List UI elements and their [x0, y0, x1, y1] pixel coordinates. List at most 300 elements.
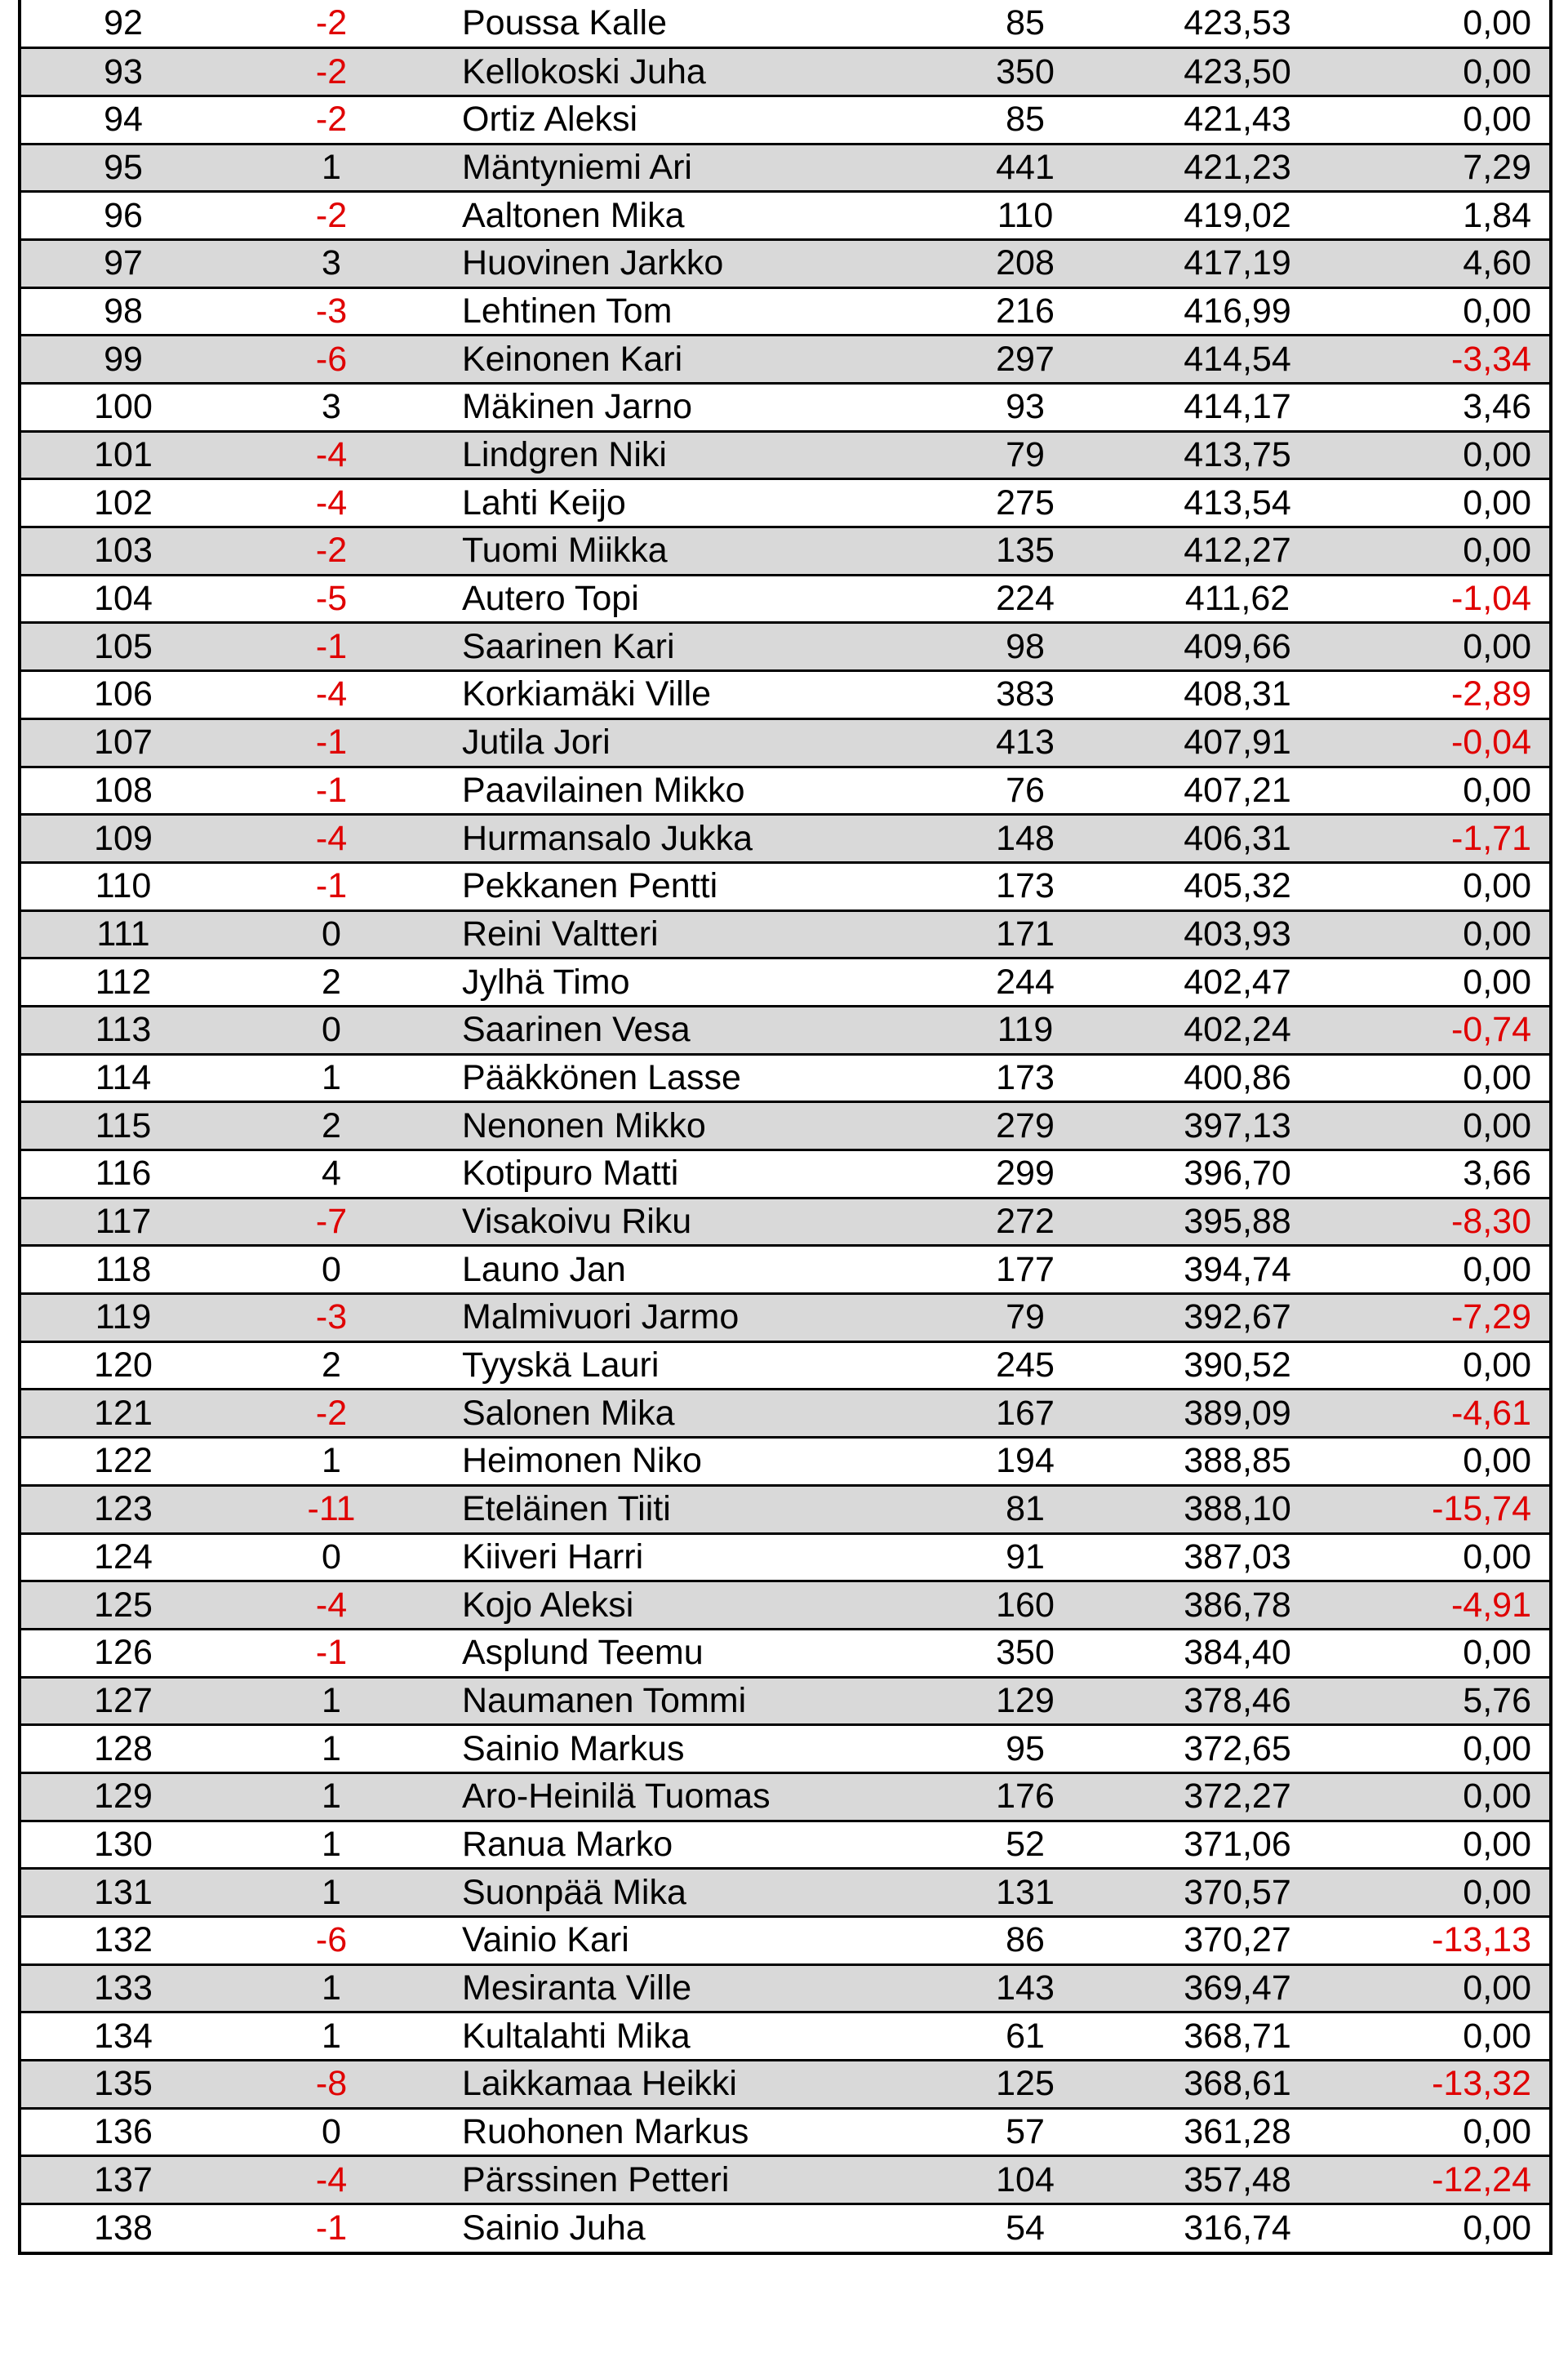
rank-cell: 136: [21, 2108, 225, 2156]
count-cell: 441: [935, 144, 1115, 192]
change-cell: 2: [225, 1341, 438, 1390]
name-cell: Eteläinen Tiiti: [438, 1485, 935, 1533]
rank-cell: 126: [21, 1629, 225, 1677]
name-cell: Jylhä Timo: [438, 958, 935, 1007]
score-cell: 370,27: [1115, 1917, 1360, 1965]
score-cell: 388,85: [1115, 1438, 1360, 1486]
diff-cell: 0,00: [1360, 623, 1549, 671]
diff-cell: 0,00: [1360, 431, 1549, 479]
name-cell: Paavilainen Mikko: [438, 767, 935, 815]
change-cell: 1: [225, 1964, 438, 2012]
rank-cell: 98: [21, 287, 225, 336]
diff-cell: 0,00: [1360, 1054, 1549, 1102]
count-cell: 299: [935, 1150, 1115, 1199]
diff-cell: 3,46: [1360, 384, 1549, 432]
table-row: [21, 767, 1549, 815]
table-row: [21, 1006, 1549, 1054]
name-cell: Nenonen Mikko: [438, 1102, 935, 1150]
rank-cell: 133: [21, 1964, 225, 2012]
diff-cell: 0,00: [1360, 1533, 1549, 1581]
table-row: [21, 623, 1549, 671]
name-cell: Salonen Mika: [438, 1390, 935, 1438]
score-cell: 370,57: [1115, 1869, 1360, 1917]
score-cell: 372,27: [1115, 1772, 1360, 1821]
rank-cell: 109: [21, 815, 225, 863]
change-cell: 3: [225, 384, 438, 432]
name-cell: Ruohonen Markus: [438, 2108, 935, 2156]
change-cell: -3: [225, 287, 438, 336]
change-cell: -2: [225, 96, 438, 144]
table-row: [21, 1581, 1549, 1630]
change-cell: 1: [225, 1438, 438, 1486]
count-cell: 85: [935, 96, 1115, 144]
change-cell: -2: [225, 48, 438, 96]
count-cell: 167: [935, 1390, 1115, 1438]
score-cell: 413,75: [1115, 431, 1360, 479]
score-cell: 386,78: [1115, 1581, 1360, 1630]
change-cell: -2: [225, 192, 438, 240]
rank-cell: 103: [21, 527, 225, 576]
count-cell: 413: [935, 718, 1115, 767]
diff-cell: 7,29: [1360, 144, 1549, 192]
diff-cell: -3,34: [1360, 336, 1549, 384]
diff-cell: -0,04: [1360, 718, 1549, 767]
change-cell: -4: [225, 431, 438, 479]
rank-cell: 101: [21, 431, 225, 479]
diff-cell: 0,00: [1360, 96, 1549, 144]
diff-cell: 0,00: [1360, 1341, 1549, 1390]
count-cell: 171: [935, 910, 1115, 958]
count-cell: 245: [935, 1341, 1115, 1390]
name-cell: Laikkamaa Heikki: [438, 2061, 935, 2109]
rank-cell: 115: [21, 1102, 225, 1150]
rank-cell: 122: [21, 1438, 225, 1486]
change-cell: -1: [225, 623, 438, 671]
score-cell: 396,70: [1115, 1150, 1360, 1199]
change-cell: -6: [225, 1917, 438, 1965]
name-cell: Keinonen Kari: [438, 336, 935, 384]
count-cell: 383: [935, 671, 1115, 719]
score-cell: 402,24: [1115, 1006, 1360, 1054]
count-cell: 173: [935, 1054, 1115, 1102]
count-cell: 61: [935, 2012, 1115, 2061]
rank-cell: 135: [21, 2061, 225, 2109]
rank-cell: 95: [21, 144, 225, 192]
score-cell: 400,86: [1115, 1054, 1360, 1102]
diff-cell: -7,29: [1360, 1294, 1549, 1342]
name-cell: Kotipuro Matti: [438, 1150, 935, 1199]
name-cell: Saarinen Vesa: [438, 1006, 935, 1054]
table-row: [21, 287, 1549, 336]
change-cell: -3: [225, 1294, 438, 1342]
diff-cell: 0,00: [1360, 527, 1549, 576]
change-cell: 0: [225, 910, 438, 958]
count-cell: 173: [935, 862, 1115, 910]
change-cell: 1: [225, 1772, 438, 1821]
change-cell: 1: [225, 1677, 438, 1725]
count-cell: 91: [935, 1533, 1115, 1581]
count-cell: 54: [935, 2204, 1115, 2252]
name-cell: Saarinen Kari: [438, 623, 935, 671]
count-cell: 216: [935, 287, 1115, 336]
count-cell: 224: [935, 575, 1115, 623]
table-row: [21, 1246, 1549, 1294]
table-row: [21, 1821, 1549, 1869]
name-cell: Kultalahti Mika: [438, 2012, 935, 2061]
diff-cell: 0,00: [1360, 1438, 1549, 1486]
count-cell: 350: [935, 1629, 1115, 1677]
diff-cell: 0,00: [1360, 767, 1549, 815]
diff-cell: -13,32: [1360, 2061, 1549, 2109]
rank-cell: 124: [21, 1533, 225, 1581]
table-row: [21, 815, 1549, 863]
table-row: [21, 96, 1549, 144]
change-cell: -8: [225, 2061, 438, 2109]
table-row: [21, 527, 1549, 576]
change-cell: -4: [225, 479, 438, 527]
change-cell: -1: [225, 718, 438, 767]
change-cell: -5: [225, 575, 438, 623]
ranking-sheet: [18, 0, 1552, 2255]
table-row: [21, 958, 1549, 1007]
name-cell: Kellokoski Juha: [438, 48, 935, 96]
table-row: [21, 910, 1549, 958]
table-row: [21, 2012, 1549, 2061]
name-cell: Korkiamäki Ville: [438, 671, 935, 719]
score-cell: 405,32: [1115, 862, 1360, 910]
table-row: [21, 479, 1549, 527]
change-cell: 0: [225, 1246, 438, 1294]
diff-cell: 0,00: [1360, 1246, 1549, 1294]
change-cell: -2: [225, 527, 438, 576]
count-cell: 95: [935, 1725, 1115, 1773]
name-cell: Aaltonen Mika: [438, 192, 935, 240]
count-cell: 143: [935, 1964, 1115, 2012]
name-cell: Naumanen Tommi: [438, 1677, 935, 1725]
count-cell: 160: [935, 1581, 1115, 1630]
table-row: [21, 1629, 1549, 1677]
name-cell: Visakoivu Riku: [438, 1198, 935, 1246]
name-cell: Kojo Aleksi: [438, 1581, 935, 1630]
change-cell: -7: [225, 1198, 438, 1246]
name-cell: Aro-Heinilä Tuomas: [438, 1772, 935, 1821]
score-cell: 390,52: [1115, 1341, 1360, 1390]
score-cell: 371,06: [1115, 1821, 1360, 1869]
diff-cell: 0,00: [1360, 1102, 1549, 1150]
change-cell: -2: [315, 3, 348, 43]
count-cell: 129: [935, 1677, 1115, 1725]
score-cell: 389,09: [1115, 1390, 1360, 1438]
score-cell: 419,02: [1115, 192, 1360, 240]
score-cell: 402,47: [1115, 958, 1360, 1007]
name-cell: Lindgren Niki: [438, 431, 935, 479]
diff-cell: 0,00: [1360, 48, 1549, 96]
count-cell: 81: [935, 1485, 1115, 1533]
rank-cell: 138: [21, 2204, 225, 2252]
diff-cell: -4,61: [1360, 1390, 1549, 1438]
rank-cell: 128: [21, 1725, 225, 1773]
name-cell: Tuomi Miikka: [438, 527, 935, 576]
count-cell: 279: [935, 1102, 1115, 1150]
diff-cell: 5,76: [1360, 1677, 1549, 1725]
rank-cell: 118: [21, 1246, 225, 1294]
score-cell: 413,54: [1115, 479, 1360, 527]
table-row: [21, 192, 1549, 240]
name-cell: Mäntyniemi Ari: [438, 144, 935, 192]
table-row: [21, 1917, 1549, 1965]
rank-cell: 102: [21, 479, 225, 527]
rank-cell: 120: [21, 1341, 225, 1390]
diff-cell: 1,84: [1360, 192, 1549, 240]
rank-cell: 114: [21, 1054, 225, 1102]
rank-cell: 116: [21, 1150, 225, 1199]
count-cell: 177: [935, 1246, 1115, 1294]
diff-cell: 0,00: [1360, 1869, 1549, 1917]
rank-cell: 125: [21, 1581, 225, 1630]
diff-cell: -1,71: [1360, 815, 1549, 863]
name-cell: Reini Valtteri: [438, 910, 935, 958]
score-cell: 397,13: [1115, 1102, 1360, 1150]
rank-cell: 131: [21, 1869, 225, 1917]
rank-cell: 106: [21, 671, 225, 719]
score-cell: 357,48: [1115, 2156, 1360, 2204]
change-cell: 1: [225, 2012, 438, 2061]
table-row: [21, 1294, 1549, 1342]
change-cell: 1: [225, 1821, 438, 1869]
name-cell: Kiiveri Harri: [438, 1533, 935, 1581]
diff-cell: 0,00: [1360, 287, 1549, 336]
table-row: [21, 1964, 1549, 2012]
rank-cell: 127: [21, 1677, 225, 1725]
score-cell: 423,50: [1115, 48, 1360, 96]
score-cell: 368,71: [1115, 2012, 1360, 2061]
change-cell: -4: [225, 815, 438, 863]
name-cell: Sainio Juha: [438, 2204, 935, 2252]
diff-cell: 0,00: [1360, 1964, 1549, 2012]
table-row: [21, 1772, 1549, 1821]
table-row: [21, 239, 1549, 287]
rank-cell: 112: [21, 958, 225, 1007]
diff-cell: 0,00: [1360, 958, 1549, 1007]
rank-cell: 105: [21, 623, 225, 671]
score-cell: 395,88: [1115, 1198, 1360, 1246]
table-row: [21, 1485, 1549, 1533]
score-cell: 407,91: [1115, 718, 1360, 767]
ranking-table-body: [21, 0, 1549, 2252]
count-cell: 93: [935, 384, 1115, 432]
change-cell: 2: [225, 958, 438, 1007]
diff-cell: 0,00: [1360, 2204, 1549, 2252]
score-cell: 387,03: [1115, 1533, 1360, 1581]
table-row: [21, 1341, 1549, 1390]
name-cell: Lahti Keijo: [438, 479, 935, 527]
name-cell: Malmivuori Jarmo: [438, 1294, 935, 1342]
change-cell: -1: [225, 1629, 438, 1677]
name-cell: Lehtinen Tom: [438, 287, 935, 336]
table-row: [21, 2108, 1549, 2156]
rank-cell: 94: [21, 96, 225, 144]
count-cell: 104: [935, 2156, 1115, 2204]
diff-cell: -8,30: [1360, 1198, 1549, 1246]
name-cell: Hurmansalo Jukka: [438, 815, 935, 863]
diff-cell: 0,00: [1360, 1629, 1549, 1677]
table-row: [21, 2204, 1549, 2252]
count-cell: 98: [935, 623, 1115, 671]
name-cell: Launo Jan: [438, 1246, 935, 1294]
table-row: [21, 2156, 1549, 2204]
score-cell: 388,10: [1115, 1485, 1360, 1533]
change-cell: -2: [225, 1390, 438, 1438]
rank-cell: 130: [21, 1821, 225, 1869]
change-cell: 0: [225, 2108, 438, 2156]
table-row: [21, 862, 1549, 910]
change-cell: -6: [225, 336, 438, 384]
rank-cell: 132: [21, 1917, 225, 1965]
count-cell: 194: [935, 1438, 1115, 1486]
rank-cell: 121: [21, 1390, 225, 1438]
count-cell: 125: [935, 2061, 1115, 2109]
name-cell: Ranua Marko: [438, 1821, 935, 1869]
count-cell: 119: [935, 1006, 1115, 1054]
count-cell: 176: [935, 1772, 1115, 1821]
table-row: [21, 1677, 1549, 1725]
name-cell: Ortiz Aleksi: [438, 96, 935, 144]
table-row: [21, 1438, 1549, 1486]
table-row: [21, 1869, 1549, 1917]
score-cell: 361,28: [1115, 2108, 1360, 2156]
count-cell: 86: [935, 1917, 1115, 1965]
count-cell: 79: [935, 431, 1115, 479]
score-cell: 414,54: [1115, 336, 1360, 384]
score-cell: 392,67: [1115, 1294, 1360, 1342]
diff-cell: 3,66: [1360, 1150, 1549, 1199]
rank-cell: 134: [21, 2012, 225, 2061]
score-cell: 378,46: [1115, 1677, 1360, 1725]
change-cell: 1: [225, 1725, 438, 1773]
rank-cell: 93: [21, 48, 225, 96]
score-cell: 369,47: [1115, 1964, 1360, 2012]
score-cell: 421,43: [1115, 96, 1360, 144]
change-cell: -1: [225, 862, 438, 910]
diff-cell: -12,24: [1360, 2156, 1549, 2204]
score-cell: 408,31: [1115, 671, 1360, 719]
name-cell: Pääkkönen Lasse: [438, 1054, 935, 1102]
table-row: [21, 718, 1549, 767]
table-row: [21, 1150, 1549, 1199]
diff-cell: -15,74: [1360, 1485, 1549, 1533]
table-row: [21, 384, 1549, 432]
diff-cell: 0,00: [1360, 1772, 1549, 1821]
name-cell: Sainio Markus: [438, 1725, 935, 1773]
change-cell: 1: [225, 1869, 438, 1917]
rank-cell: 110: [21, 862, 225, 910]
rank-cell: 92: [104, 3, 143, 43]
name-cell: Autero Topi: [438, 575, 935, 623]
diff-cell: 0,00: [1360, 2108, 1549, 2156]
name-cell: Poussa Kalle: [462, 3, 667, 43]
rank-cell: 123: [21, 1485, 225, 1533]
diff-cell: -1,04: [1360, 575, 1549, 623]
change-cell: 1: [225, 144, 438, 192]
rank-cell: 100: [21, 384, 225, 432]
rank-cell: 137: [21, 2156, 225, 2204]
rank-cell: 108: [21, 767, 225, 815]
table-row: [21, 144, 1549, 192]
score-cell: 409,66: [1115, 623, 1360, 671]
table-row: [21, 1390, 1549, 1438]
diff-cell: -2,89: [1360, 671, 1549, 719]
score-cell: 406,31: [1115, 815, 1360, 863]
diff-cell: 0,00: [1360, 862, 1549, 910]
score-cell: 411,62: [1115, 575, 1360, 623]
change-cell: 0: [225, 1533, 438, 1581]
table-row: [21, 1102, 1549, 1150]
score-cell: 384,40: [1115, 1629, 1360, 1677]
name-cell: Jutila Jori: [438, 718, 935, 767]
name-cell: Pekkanen Pentti: [438, 862, 935, 910]
name-cell: Heimonen Niko: [438, 1438, 935, 1486]
diff-cell: 0,00: [1360, 2012, 1549, 2061]
diff-cell: 0,00: [1360, 1821, 1549, 1869]
table-row: [21, 1054, 1549, 1102]
diff-cell: -0,74: [1360, 1006, 1549, 1054]
diff-cell: 0,00: [1360, 1725, 1549, 1773]
score-cell: 414,17: [1115, 384, 1360, 432]
score-cell: 394,74: [1115, 1246, 1360, 1294]
table-row: [21, 1198, 1549, 1246]
rank-cell: 107: [21, 718, 225, 767]
table-row: [21, 2061, 1549, 2109]
diff-cell: -4,91: [1360, 1581, 1549, 1630]
diff-cell: 0,00: [1360, 479, 1549, 527]
rank-cell: 97: [21, 239, 225, 287]
rank-cell: 99: [21, 336, 225, 384]
name-cell: Suonpää Mika: [438, 1869, 935, 1917]
table-row: [21, 48, 1549, 96]
count-cell: 52: [935, 1821, 1115, 1869]
count-cell: 275: [935, 479, 1115, 527]
name-cell: Mäkinen Jarno: [438, 384, 935, 432]
diff-cell: -13,13: [1360, 1917, 1549, 1965]
count-cell: 350: [935, 48, 1115, 96]
rank-cell: 96: [21, 192, 225, 240]
count-cell: 85: [1006, 3, 1045, 43]
count-cell: 76: [935, 767, 1115, 815]
name-cell: Tyyskä Lauri: [438, 1341, 935, 1390]
name-cell: Asplund Teemu: [438, 1629, 935, 1677]
score-cell: 368,61: [1115, 2061, 1360, 2109]
table-row: [21, 1725, 1549, 1773]
change-cell: -1: [225, 2204, 438, 2252]
change-cell: -4: [225, 671, 438, 719]
table-row: [21, 336, 1549, 384]
rank-cell: 113: [21, 1006, 225, 1054]
change-cell: 4: [225, 1150, 438, 1199]
score-cell: 372,65: [1115, 1725, 1360, 1773]
table-row: [21, 431, 1549, 479]
change-cell: 3: [225, 239, 438, 287]
rank-cell: 104: [21, 575, 225, 623]
change-cell: -4: [225, 1581, 438, 1630]
name-cell: Vainio Kari: [438, 1917, 935, 1965]
count-cell: 79: [935, 1294, 1115, 1342]
count-cell: 135: [935, 527, 1115, 576]
rank-cell: 111: [21, 910, 225, 958]
change-cell: 0: [225, 1006, 438, 1054]
count-cell: 148: [935, 815, 1115, 863]
count-cell: 244: [935, 958, 1115, 1007]
change-cell: 2: [225, 1102, 438, 1150]
